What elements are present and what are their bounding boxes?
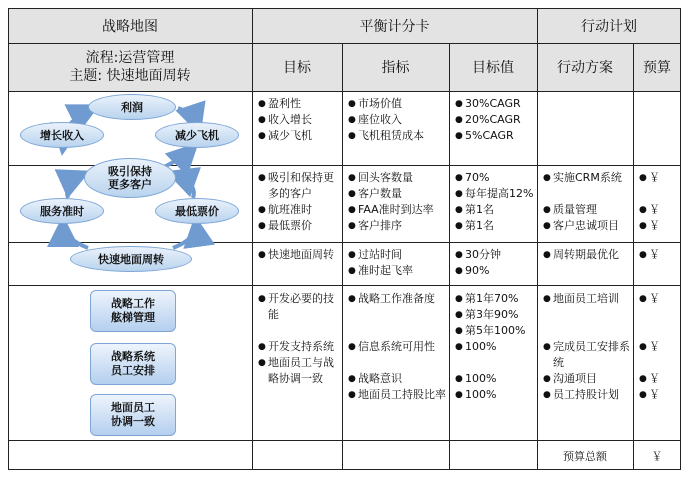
list-item: ● ￥ (639, 387, 679, 403)
map-node-reduce-planes (155, 122, 239, 148)
list-item: ● ￥ (639, 291, 679, 307)
list-item: ● 100% (455, 371, 537, 387)
list-item: ● 第3年90% (455, 307, 537, 323)
map-node-attract-line2: 更多客户 (108, 178, 152, 191)
list-item: ● ￥ (639, 371, 679, 387)
map-node-on-time-label: 服务准时 (40, 204, 84, 218)
header-balanced-scorecard-label: 平衡计分卡 (359, 18, 430, 35)
list-item: ● 沟通项目 (543, 371, 633, 387)
map-node-align-line2: 协调一致 (111, 415, 155, 428)
list-item: ● 快速地面周转 (258, 247, 340, 263)
list-item: ● ￥ (639, 247, 679, 263)
process-label: 流程:运营管理 (85, 50, 175, 66)
list-item: ● 客户排序 (348, 218, 448, 234)
row1-indicators (348, 96, 448, 144)
map-node-ladder-management (90, 290, 176, 332)
list-item: ● ￥ (639, 170, 679, 186)
header-objective-label: 目标 (283, 60, 311, 76)
list-item: ● 收入增长 (258, 112, 340, 128)
map-node-ladder-line1: 战略工作 (111, 297, 155, 310)
list-item: ● 准时起飞率 (348, 263, 448, 279)
budget-total-label-text: 预算总额 (563, 449, 607, 463)
map-node-attract-line1: 吸引保持 (108, 165, 152, 178)
list-item: ● FAA准时到达率 (348, 202, 448, 218)
header-strategy-map-label: 战略地图 (102, 18, 158, 35)
budget-total-value (633, 441, 681, 470)
list-item: ● ￥ (639, 218, 679, 234)
map-node-lowest-price-label: 最低票价 (175, 204, 219, 218)
list-item: ● 回头客数量 (348, 170, 448, 186)
map-node-grow-revenue (20, 122, 104, 148)
list-item: ● 第1年70% (455, 291, 537, 307)
theme-label: 主题: 快速地面周转 (69, 68, 191, 84)
row3-indicators (348, 247, 448, 279)
budget-total-value-text: ￥ (651, 449, 663, 463)
list-item: ● 每年提高12% (455, 186, 537, 202)
budget-total-label (537, 441, 633, 470)
list-item: ● 地面员工与战略协调一致 (258, 355, 340, 387)
map-node-fast-turn (70, 246, 192, 272)
row4-budget (639, 291, 679, 403)
list-item: ● 100% (455, 339, 537, 355)
list-item: ● 开发必要的技能 (258, 291, 340, 323)
list-item: ● 员工持股计划 (543, 387, 633, 403)
list-item: ● ￥ (639, 339, 679, 355)
map-node-profit (88, 94, 176, 120)
row4-actions (543, 291, 633, 403)
list-item: ● 飞机租赁成本 (348, 128, 448, 144)
row4-objectives (258, 291, 340, 387)
header-action-scheme-label: 行动方案 (557, 60, 613, 76)
list-item: ● 战略工作准备度 (348, 291, 448, 307)
list-item: ● 实施CRM系统 (543, 170, 633, 186)
list-item: ● 20%CAGR (455, 112, 537, 128)
map-node-ground-alignment (90, 394, 176, 436)
row2-indicators (348, 170, 448, 234)
row4-indicators (348, 291, 448, 403)
row2-budget (639, 170, 679, 234)
list-item: ● 完成员工安排系统 (543, 339, 633, 371)
list-item: ● 信息系统可用性 (348, 339, 448, 355)
list-item: ● 客户忠诚项目 (543, 218, 633, 234)
header-budget-label: 预算 (643, 60, 671, 76)
map-node-profit-label: 利润 (121, 100, 143, 114)
list-item: ● 第5年100% (455, 323, 537, 339)
row4-targets (455, 291, 537, 403)
list-item: ● 客户数量 (348, 186, 448, 202)
list-item: ● 第1名 (455, 202, 537, 218)
header-target-value-label: 目标值 (472, 60, 514, 76)
list-item: ● 质量管理 (543, 202, 633, 218)
list-item: ● 90% (455, 263, 537, 279)
list-item: ● 战略意识 (348, 371, 448, 387)
list-item: ● 5%CAGR (455, 128, 537, 144)
map-node-crew-line2: 员工安排 (111, 364, 155, 377)
row3-objectives (258, 247, 340, 263)
list-item: ● 30%CAGR (455, 96, 537, 112)
row3-targets (455, 247, 537, 279)
list-item: ● 减少飞机 (258, 128, 340, 144)
map-node-lowest-price (155, 198, 239, 224)
list-item: ● 开发支持系统 (258, 339, 340, 355)
map-node-reduce-planes-label: 减少飞机 (175, 128, 219, 142)
map-node-align-line1: 地面员工 (111, 401, 155, 414)
list-item: ● 座位收入 (348, 112, 448, 128)
row1-objectives (258, 96, 340, 144)
map-node-on-time (20, 198, 104, 224)
list-item: ● 盈利性 (258, 96, 340, 112)
list-item: ● 地面员工培训 (543, 291, 633, 307)
row3-budget (639, 247, 679, 263)
list-item: ● 地面员工持股比率 (348, 387, 448, 403)
map-node-ladder-line2: 舷梯管理 (111, 311, 155, 324)
row1-targets (455, 96, 537, 144)
list-item: ● 吸引和保持更多的客户 (258, 170, 340, 202)
list-item: ● 市场价值 (348, 96, 448, 112)
row2-actions (543, 170, 633, 234)
row2-objectives (258, 170, 340, 234)
list-item: ● 最低票价 (258, 218, 340, 234)
map-node-crew-line1: 战略系统 (111, 350, 155, 363)
list-item: ● 周转期最优化 (543, 247, 633, 263)
map-node-attract-customers (84, 158, 176, 198)
list-item: ● 过站时间 (348, 247, 448, 263)
map-node-fast-turn-label: 快速地面周转 (98, 252, 164, 266)
list-item: ● ￥ (639, 202, 679, 218)
row3-actions (543, 247, 633, 263)
list-item: ● 100% (455, 387, 537, 403)
row2-targets (455, 170, 537, 234)
list-item: ● 第1名 (455, 218, 537, 234)
map-node-crew-scheduling (90, 343, 176, 385)
header-action-plan-label: 行动计划 (581, 18, 637, 35)
header-indicator-label: 指标 (381, 60, 410, 76)
list-item: ● 70% (455, 170, 537, 186)
list-item: ● 30分钟 (455, 247, 537, 263)
map-node-grow-revenue-label: 增长收入 (40, 128, 84, 142)
list-item: ● 航班准时 (258, 202, 340, 218)
strategy-scorecard-table (8, 8, 681, 470)
